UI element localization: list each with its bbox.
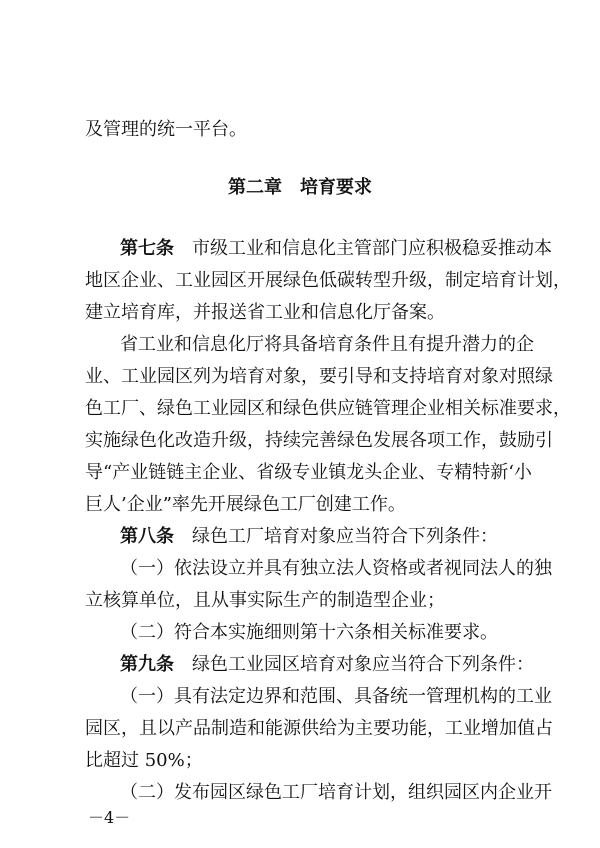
article-9-item-1-line-2: 园区，且以产品制造和能源供给为主要功能，工业增加值占 (85, 718, 553, 739)
article-9-item-2: （二）发布园区绿色工厂培育计划，组织园区内企业开 (120, 782, 552, 803)
article-8-item-1-line-1: （一）依法设立并具有独立法人资格或者视同法人的独 (120, 558, 552, 579)
article-7-label: 第七条 (120, 238, 174, 259)
paragraph-2-line-6: 巨人’企业”率先开展绿色工厂创建工作。 (85, 494, 406, 515)
paragraph-2-line-5: 导“产业链链主企业、省级专业镇龙头企业、专精特新‘小 (85, 462, 532, 483)
intro-line: 及管理的统一平台。 (85, 119, 247, 140)
article-8-item-2: （二）符合本实施细则第十六条相关标准要求。 (120, 622, 498, 643)
paragraph-2-line-1: 省工业和信息化厅将具备培育条件且有提升潜力的企 (120, 334, 534, 355)
article-9-item-1-line-1: （一）具有法定边界和范围、具备统一管理机构的工业 (120, 686, 552, 707)
paragraph-2-line-2: 业、工业园区列为培育对象，要引导和支持培育对象对照绿 (85, 366, 553, 387)
article-9-label: 第九条 (120, 654, 174, 675)
article-7-line-2: 地区企业、工业园区开展绿色低碳转型升级，制定培育计划， (85, 270, 571, 291)
article-7-line-3: 建立培育库，并报送省工业和信息化厅备案。 (85, 302, 445, 323)
article-7-text-1: 市级工业和信息化主管部门应积极稳妥推动本 (174, 238, 552, 259)
article-7-line-1 (120, 237, 552, 261)
article-9-heading (120, 653, 534, 677)
article-9-item-1-line-3: 比超过 50%； (85, 750, 203, 771)
chapter-title: 第二章 培育要求 (228, 177, 372, 198)
paragraph-2-line-3: 色工厂、绿色工业园区和绿色供应链管理企业相关标准要求， (85, 398, 571, 419)
article-8-item-1-line-2: 立核算单位，且从事实际生产的制造型企业； (85, 590, 445, 611)
article-8-label: 第八条 (120, 526, 174, 547)
paragraph-2-line-4: 实施绿色化改造升级，持续完善绿色发展各项工作，鼓励引 (85, 430, 553, 451)
article-8-heading-text: 绿色工厂培育对象应当符合下列条件： (174, 526, 498, 547)
page-number: －4－ (88, 808, 131, 827)
article-9-heading-text: 绿色工业园区培育对象应当符合下列条件： (174, 654, 534, 675)
article-8-heading (120, 525, 498, 549)
